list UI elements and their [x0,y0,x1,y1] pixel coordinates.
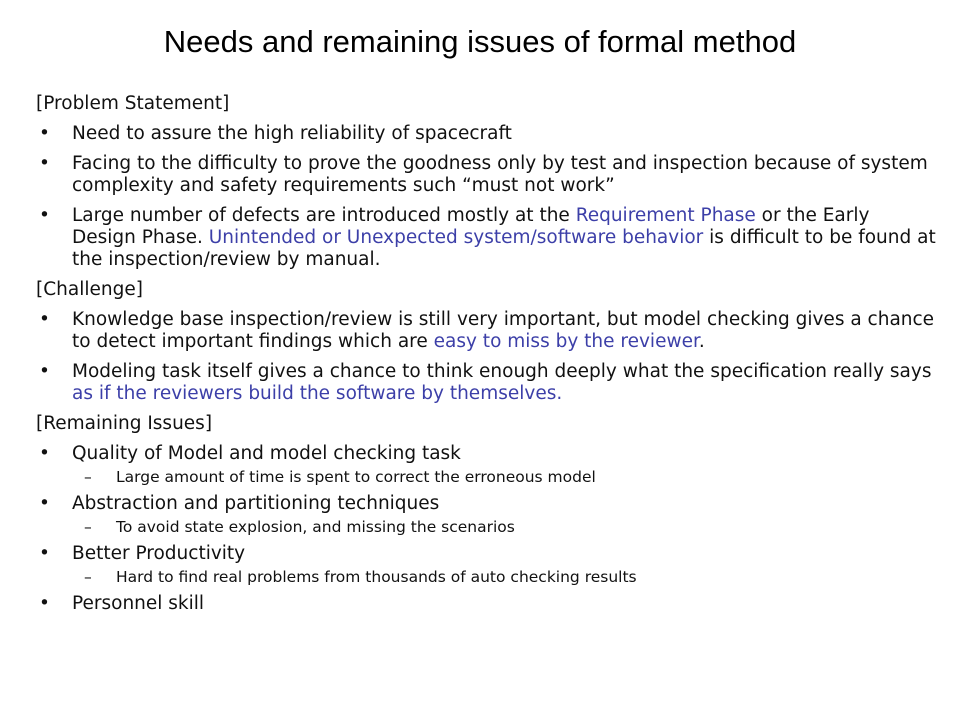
bullet-text: Knowledge base inspection/review is still very important, but model checking gives a chance to detect important findings which are [72,309,935,352]
bullet-dot-icon: • [39,205,50,226]
bullet-text: Large number of defects are introduced mostly at the [72,205,576,226]
bullet-item [36,493,936,515]
bullet-item [36,543,936,565]
dash-icon: – [84,468,92,486]
dash-icon: – [84,518,92,536]
sub-item [36,467,936,487]
sub-item-text: Large amount of time is spent to correct the erroneous model [116,468,596,486]
highlight-text: Requirement Phase [575,205,756,226]
bullet-text: Quality of Model and model checking task [72,443,461,464]
bullet-dot-icon: • [39,123,50,144]
bullet-text: Personnel skill [72,593,205,614]
bullet-dot-icon: • [39,493,50,514]
remaining-issues-list [36,443,936,615]
bullet-text: Better Productivity [72,543,246,564]
bullet-dot-icon: • [39,309,50,330]
bullet-item [36,205,936,271]
challenge-list [36,309,936,405]
bullet-dot-icon: • [39,593,50,614]
sub-item [36,567,936,587]
bullet-item [36,593,936,615]
sub-item-text: Hard to find real problems from thousands of auto checking results [116,568,637,586]
remaining-issues-heading: [Remaining Issues] [36,413,213,434]
problem-statement-heading: [Problem Statement] [36,93,230,114]
dash-icon: – [84,568,92,586]
problem-statement-list [36,123,936,271]
bullet-dot-icon: • [39,543,50,564]
challenge-heading: [Challenge] [36,279,143,300]
bullet-item [36,309,936,353]
bullet-text: or the Early Design Phase. [72,205,870,248]
bullet-dot-icon: • [39,153,50,174]
highlight-text: Unintended or Unexpected system/software behavior [208,227,704,248]
slide-body [36,93,936,615]
bullet-dot-icon: • [39,443,50,464]
highlight-text: as if the reviewers build the software by themselves. [72,383,563,404]
bullet-item [36,443,936,465]
bullet-text: Modeling task itself gives a chance to think enough deeply what the specification really says [72,361,932,382]
bullet-text: Need to assure the high reliability of spacecraft [72,123,512,144]
bullet-text: Facing to the difficulty to prove the goodness only by test and inspection because of system complexity and safety requirements such “must not work” [72,153,928,196]
bullet-item [36,123,936,145]
bullet-item [36,153,936,197]
highlight-text: easy to miss by the reviewer [433,331,699,352]
slide-title: Needs and remaining issues of formal method [163,24,797,59]
bullet-text: is difficult to be found at the inspection/review by manual. [72,227,936,270]
bullet-dot-icon: • [39,361,50,382]
bullet-text: . [698,331,705,352]
sub-item-text: To avoid state explosion, and missing the scenarios [116,518,515,536]
bullet-item [36,361,936,405]
sub-item [36,517,936,537]
bullet-text: Abstraction and partitioning techniques [72,493,440,514]
